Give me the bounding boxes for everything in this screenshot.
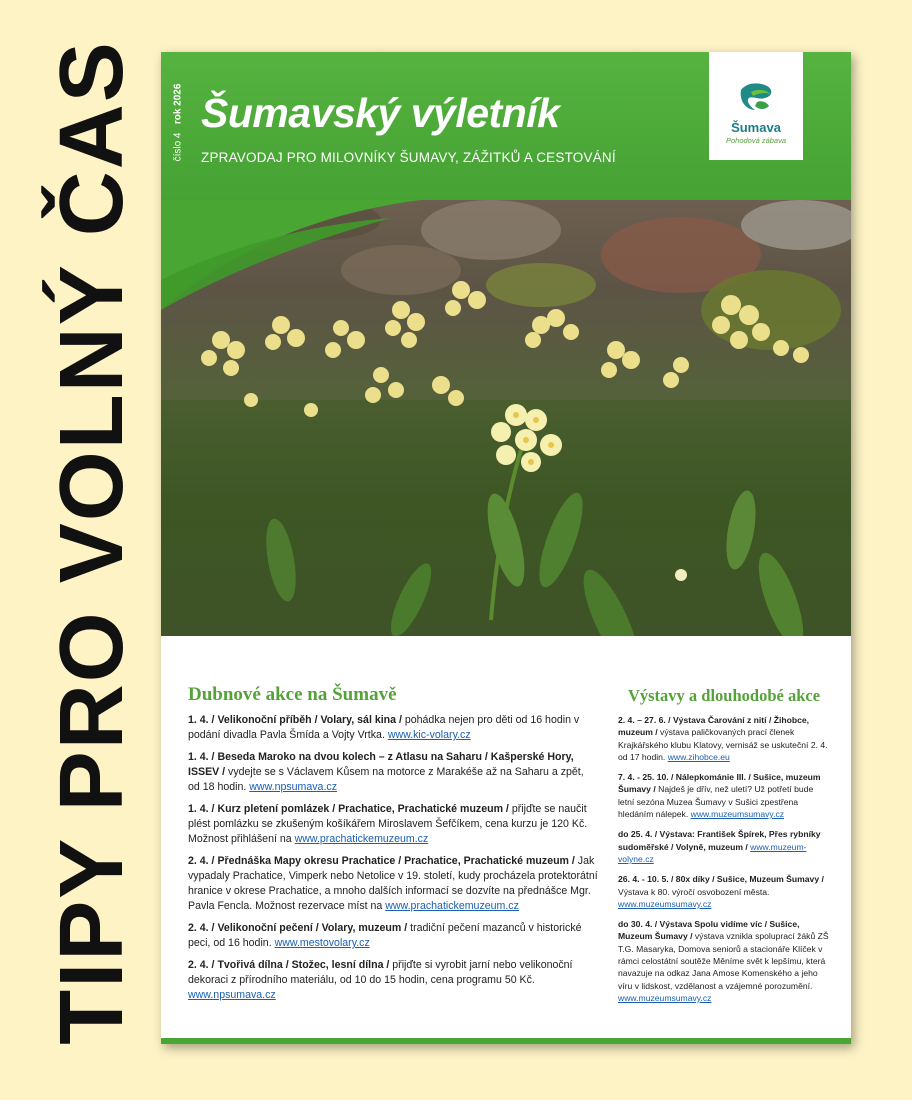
- event-heading: 2. 4. / Tvořivá dílna / Stožec, lesní dílna /: [188, 959, 390, 971]
- event-link[interactable]: www.mestovolary.cz: [274, 937, 370, 949]
- event-link[interactable]: www.kic-volary.cz: [387, 729, 471, 741]
- event-heading: do 25. 4. / Výstava: František Špírek, Přes rybníky sudoměřské / Volyně, muzeum /: [618, 829, 821, 852]
- left-column: [188, 684, 598, 1003]
- event-description: přijďte se naučit plést pomlázku se zkušeným košíkářem Miroslavem Šefčíkem, cena kurzu je 120 Kč. Možnost přihlášení na: [188, 803, 588, 845]
- event-item: [188, 802, 598, 847]
- logo-tagline: Pohodová zábava: [725, 136, 787, 145]
- event-link[interactable]: www.muzeum-volyne.cz: [618, 841, 807, 864]
- event-description: výstava vznikla spoluprací žáků ZŠ T.G. Masaryka, Domova seniorů a stacionáře Klíček v rámci celostátní soutěže Měníme svět k lepšímu, která navazuje na odkaz Jana Amose Komenského a jeho víru v lidskost, vzdělanost a vzájemné porozumění.: [618, 931, 829, 991]
- magazine-title: Šumavský výletník: [201, 90, 560, 136]
- event-item: [618, 771, 830, 820]
- section-title-exhibitions: Výstavy a dlouhodobé akce: [627, 686, 821, 705]
- event-description: vydejte se s Václavem Kůsem na motorce z Marakéše až na Saharu a zpět, od 18 hodin.: [188, 766, 584, 793]
- logo-name: Šumava: [731, 120, 781, 135]
- event-description: pohádka nejen pro děti od 16 hodin v podání divadla Pavla Šmída a Vojty Vrtka.: [188, 714, 580, 741]
- event-item: [618, 918, 830, 1004]
- event-link[interactable]: www.prachatickemuzeum.cz: [294, 833, 429, 845]
- event-item: [618, 828, 830, 865]
- event-heading: 2. 4. / Přednáška Mapy okresu Prachatice / Prachatice, Prachatické muzeum /: [188, 855, 575, 867]
- event-heading: 26. 4. - 10. 5. / 80x díky / Sušice, Muzeum Šumavy /: [618, 874, 824, 885]
- event-heading: 7. 4. - 25. 10. / Nálepkománie III. / Sušice, muzeum Šumavy /: [618, 772, 821, 795]
- header: [161, 52, 851, 202]
- exhibition-list: [618, 714, 830, 1004]
- magazine-subtitle: ZPRAVODAJ PRO MILOVNÍKY ŠUMAVY, ZÁŽITKŮ A CESTOVÁNÍ: [201, 150, 616, 165]
- side-title: TIPY PRO VOLNÝ ČAS: [41, 39, 142, 1045]
- event-link[interactable]: www.zihobce.eu: [667, 751, 730, 762]
- cover-photo-primroses: [161, 200, 851, 636]
- issue-year: rok 2026: [172, 83, 184, 124]
- event-item: [618, 873, 830, 910]
- event-link[interactable]: www.npsumava.cz: [188, 989, 276, 1001]
- event-item: [188, 958, 598, 1003]
- event-description: výstava paličkovaných prací členek Krajkářského klubu Klatovy, vernisáž se uskuteční 2. 4. od 17 hodin.: [618, 727, 828, 762]
- content-area: [161, 636, 851, 1044]
- event-heading: 2. 4. – 27. 6. / Výstava Čarování z nití / Žihobce, muzeum /: [618, 715, 810, 738]
- magazine-cover: [161, 52, 851, 1044]
- event-description: přijďte si vyrobit jarní nebo velikonoční dekoraci z přírodního materiálu, od 10 do 15 hodin, cena programu 50 Kč.: [188, 959, 573, 986]
- event-heading: do 30. 4. / Výstava Spolu vidíme víc / Sušice, Muzeum Šumavy /: [618, 919, 800, 942]
- right-column: [618, 686, 830, 1004]
- event-link[interactable]: www.muzeumsumavy.cz: [690, 809, 785, 820]
- event-link[interactable]: www.muzeumsumavy.cz: [618, 992, 712, 1003]
- event-item: [618, 714, 830, 763]
- event-description: Výstava k 80. výročí osvobození města.: [618, 886, 770, 897]
- april-event-list: [188, 713, 598, 1003]
- event-link[interactable]: www.npsumava.cz: [249, 781, 337, 793]
- event-link[interactable]: www.muzeumsumavy.cz: [618, 898, 712, 909]
- bottom-bar: [161, 1038, 851, 1044]
- event-heading: 1. 4. / Kurz pletení pomlázek / Prachatice, Prachatické muzeum /: [188, 803, 509, 815]
- event-heading: 1. 4. / Beseda Maroko na dvou kolech – z Atlasu na Saharu / Kašperské Hory, ISSEV /: [188, 751, 574, 778]
- event-item: [188, 854, 598, 914]
- event-description: Jak vypadaly Prachatice, Vimperk nebo Netolice v 19. století, kudy procházela protektorátní hranice v okrese Prachatice, a mnoho dalších informací se dozvíte na přednášce Mgr. Pavla Fencla. Možnost rezervace míst na: [188, 855, 598, 912]
- event-item: [188, 750, 598, 795]
- event-description: tradiční pečení mazanců v historické peci, od 16 hodin.: [188, 922, 582, 949]
- sumava-logo: [709, 52, 803, 160]
- logo-mark-icon: [737, 80, 775, 116]
- event-item: [188, 921, 598, 951]
- primrose-photo-illustration: [161, 200, 851, 636]
- event-link[interactable]: www.prachatickemuzeum.cz: [385, 900, 519, 912]
- issue-info: [163, 77, 193, 167]
- event-item: [188, 713, 598, 743]
- event-description: Najdeš je dřív, než uletí? Už potřetí bude letní sezóna Muzea Šumavy v Sušici zpestřena hledáním nálepek.: [618, 784, 814, 820]
- event-heading: 1. 4. / Velikonoční příběh / Volary, sál kina /: [188, 714, 402, 726]
- issue-label: číslo 4: [172, 132, 184, 161]
- section-title-april-events: Dubnové akce na Šumavě: [188, 684, 397, 705]
- event-heading: 2. 4. / Velikonoční pečení / Volary, muzeum /: [188, 922, 408, 934]
